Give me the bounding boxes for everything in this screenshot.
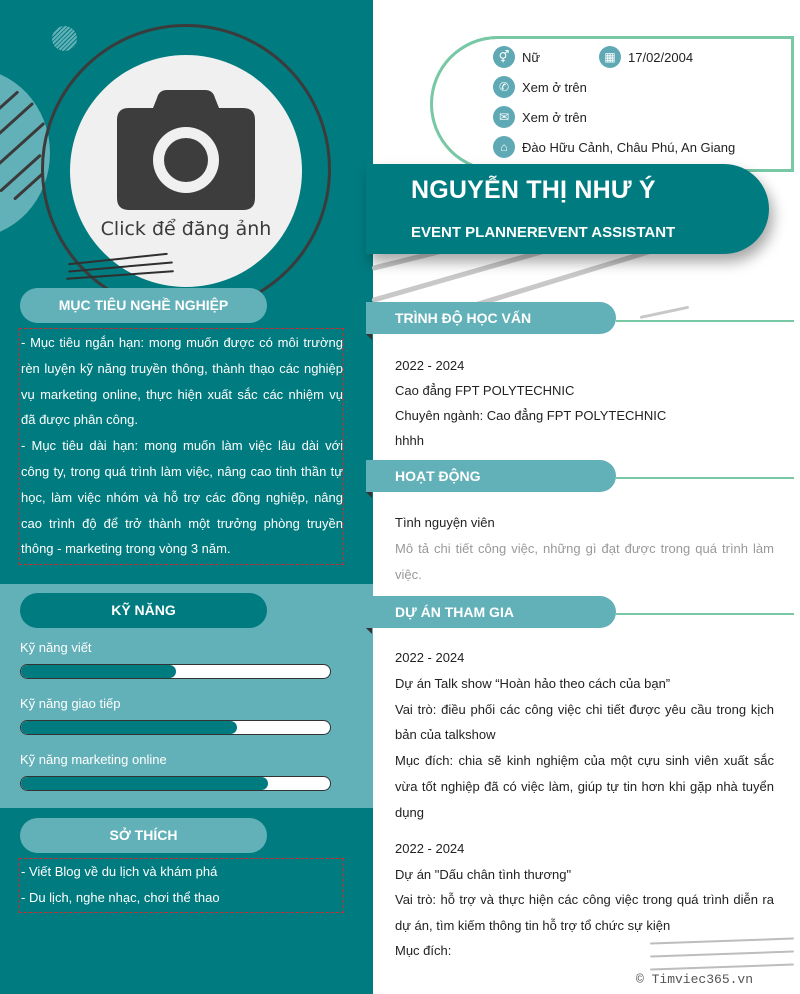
activity-description: Mô tả chi tiết công việc, những gì đạt được trong quá trình làm việc. (395, 541, 774, 582)
skill-label: Kỹ năng viết (20, 640, 92, 655)
calendar-icon: ▦ (599, 46, 621, 68)
education-period: 2022 - 2024 (395, 358, 465, 373)
projects-heading: DỰ ÁN THAM GIA (366, 596, 616, 628)
project-name: Dự án Talk show “Hoàn hảo theo cách của bạn” (395, 675, 671, 691)
project-item[interactable] (395, 836, 774, 964)
project-period: 2022 - 2024 (395, 650, 465, 665)
contact-phone[interactable] (493, 76, 587, 98)
contact-birthday[interactable] (599, 46, 693, 68)
skill-progress-bar (20, 720, 331, 735)
section-corner (366, 492, 372, 498)
hobby-item: - Du lịch, nghe nhạc, chơi thể thao (21, 889, 220, 905)
education-note: hhhh (395, 433, 424, 448)
objective-long-term: - Mục tiêu dài hạn: mong muốn làm việc lâu dài với công ty, trong quá trình làm việc, nâng cao tinh thần tự học, làm việc nhóm và hỗ trợ các đồng nghiệp, nâng cao trình độ để trở thành một trưởng phòng truyền thông - marketing trong vòng 3 năm. (21, 438, 343, 557)
avatar-upload-label: Click để đăng ảnh (100, 218, 272, 240)
skill-progress-fill (21, 665, 176, 678)
skill-progress-fill (21, 721, 237, 734)
home-icon: ⌂ (493, 136, 515, 158)
section-corner (366, 628, 372, 634)
section-divider (616, 320, 794, 322)
hobbies-heading: SỞ THÍCH (20, 818, 267, 853)
gender-icon: ⚥ (493, 46, 515, 68)
phone-icon: ✆ (493, 76, 515, 98)
activity-role: Tình nguyện viên (395, 515, 495, 530)
hobby-item: - Viết Blog về du lịch và khám phá (21, 864, 218, 879)
hobbies-text-box[interactable] (19, 858, 344, 913)
education-heading: TRÌNH ĐỘ HỌC VẤN (366, 302, 616, 334)
activities-content[interactable] (395, 510, 774, 588)
objective-text-box[interactable] (19, 328, 344, 565)
email-value: Xem ở trên (522, 109, 587, 125)
contact-email[interactable] (493, 106, 587, 128)
education-school: Cao đẳng FPT POLYTECHNIC (395, 383, 575, 398)
brush-stroke-icon (640, 306, 690, 319)
avatar-upload[interactable] (70, 55, 302, 287)
objective-heading: MỤC TIÊU NGHỀ NGHIỆP (20, 288, 267, 323)
skills-heading: KỸ NĂNG (20, 593, 267, 628)
activities-heading: HOẠT ĐỘNG (366, 460, 616, 492)
address-value: Đào Hữu Cảnh, Châu Phú, An Giang (522, 139, 736, 155)
section-corner (366, 334, 372, 340)
skill-label: Kỹ năng giao tiếp (20, 696, 121, 711)
decorative-dot-icon (52, 26, 77, 51)
gender-value: Nữ (522, 49, 541, 65)
education-content[interactable] (395, 353, 774, 453)
education-major: Chuyên ngành: Cao đẳng FPT POLYTECHNIC (395, 408, 667, 423)
left-sidebar (0, 0, 373, 994)
skill-progress-bar (20, 776, 331, 791)
phone-value: Xem ở trên (522, 79, 587, 95)
mail-icon: ✉ (493, 106, 515, 128)
section-divider (616, 477, 794, 479)
project-role: Vai trò: điều phối các công việc chi tiết được yêu cầu trong kịch bản của talkshow (395, 701, 774, 743)
contact-address[interactable] (493, 136, 735, 158)
section-divider (616, 613, 794, 615)
project-role: Vai trò: hỗ trợ và thực hiện các công việc trong quá trình diễn ra dự án, tìm kiếm thông tin hỗ trợ tổ chức sự kiện (395, 892, 774, 933)
camera-icon (117, 90, 255, 210)
project-period: 2022 - 2024 (395, 841, 465, 856)
skill-progress-fill (21, 777, 268, 790)
skill-label: Kỹ năng marketing online (20, 752, 167, 767)
skill-progress-bar (20, 664, 331, 679)
full-name[interactable]: NGUYỄN THỊ NHƯ Ý (411, 176, 656, 204)
objective-short-term: - Mục tiêu ngắn hạn: mong muốn được có môi trường rèn luyện kỹ năng truyền thông, thành thạo các nghiệp vụ marketing online, thực hiện xuất sắc các nhiệm vụ đã được phân công. (21, 335, 343, 428)
job-title[interactable]: EVENT PLANNEREVENT ASSISTANT (411, 224, 676, 241)
watermark: © Timviec365.vn (636, 972, 754, 987)
birthday-value: 17/02/2004 (628, 49, 694, 65)
name-banner (366, 164, 769, 254)
wave-line-icon (650, 963, 794, 970)
contact-gender[interactable] (493, 46, 540, 68)
project-purpose: Mục đích: chia sẽ kinh nghiệm của một cựu sinh viên xuất sắc vừa tốt nghiệp đã có việc làm, giúp tự tin hơn khi gặp nhà tuyển dụng (395, 753, 774, 820)
project-purpose: Mục đích: (395, 943, 452, 958)
project-item[interactable] (395, 645, 774, 826)
project-name: Dự án "Dấu chân tình thương" (395, 866, 572, 882)
